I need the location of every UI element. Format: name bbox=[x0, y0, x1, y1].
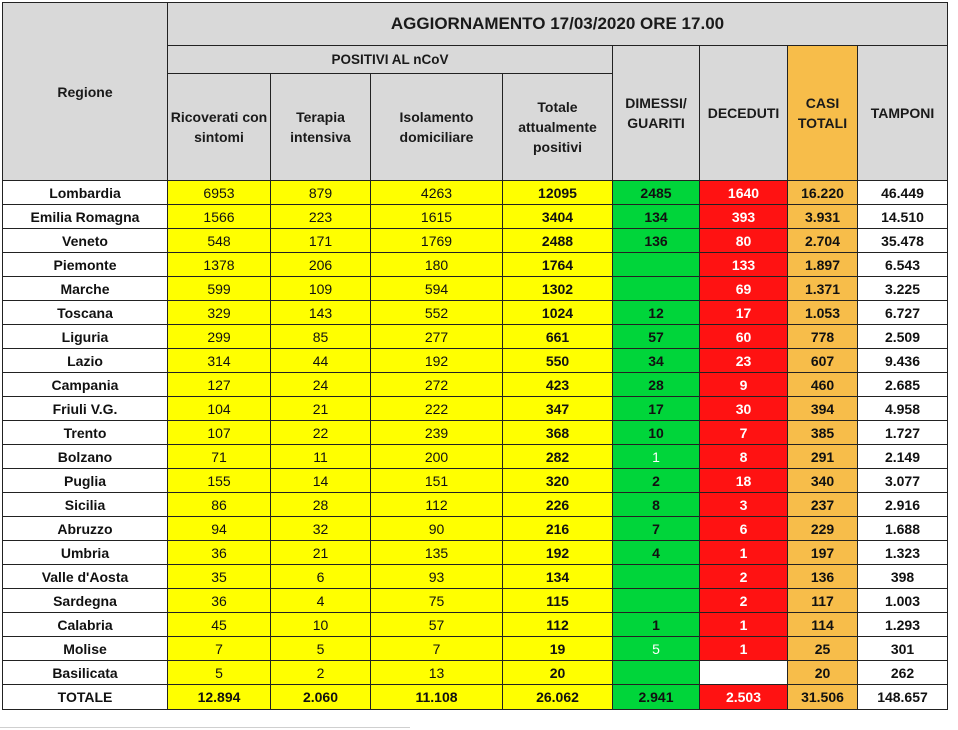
cell-dimessi bbox=[613, 565, 700, 589]
cell-dimessi bbox=[613, 589, 700, 613]
header-terapia: Terapia intensiva bbox=[271, 74, 371, 181]
cell-casi: 117 bbox=[788, 589, 858, 613]
cell-tamponi: 2.685 bbox=[858, 373, 948, 397]
table-row bbox=[3, 589, 948, 613]
cell-isolamento: 93 bbox=[371, 565, 503, 589]
cell-casi: 229 bbox=[788, 517, 858, 541]
cell-regione: Piemonte bbox=[3, 253, 168, 277]
cell-dimessi: 28 bbox=[613, 373, 700, 397]
header-deceduti: DECEDUTI bbox=[700, 46, 788, 181]
table-row bbox=[3, 661, 948, 685]
cell-regione: Friuli V.G. bbox=[3, 397, 168, 421]
cell-tamponi: 2.916 bbox=[858, 493, 948, 517]
cell-totale: 423 bbox=[503, 373, 613, 397]
total-row bbox=[3, 685, 948, 710]
cell-totale: 3404 bbox=[503, 205, 613, 229]
cell-casi: 3.931 bbox=[788, 205, 858, 229]
cell-deceduti: 23 bbox=[700, 349, 788, 373]
cell-tamponi: 1.323 bbox=[858, 541, 948, 565]
cell-regione: Veneto bbox=[3, 229, 168, 253]
header-dimessi: DIMESSI/ GUARITI bbox=[613, 46, 700, 181]
cell-totale: 1764 bbox=[503, 253, 613, 277]
cell-tamponi: 6.543 bbox=[858, 253, 948, 277]
cell-dimessi: 2485 bbox=[613, 181, 700, 205]
cell-ricoverati: 1378 bbox=[168, 253, 271, 277]
total-dimessi: 2.941 bbox=[613, 685, 700, 710]
cell-terapia: 14 bbox=[271, 469, 371, 493]
cell-terapia: 21 bbox=[271, 397, 371, 421]
cell-totale: 19 bbox=[503, 637, 613, 661]
cell-isolamento: 277 bbox=[371, 325, 503, 349]
cell-terapia: 171 bbox=[271, 229, 371, 253]
cell-terapia: 28 bbox=[271, 493, 371, 517]
cell-casi: 197 bbox=[788, 541, 858, 565]
cell-terapia: 6 bbox=[271, 565, 371, 589]
cell-tamponi: 46.449 bbox=[858, 181, 948, 205]
cell-ricoverati: 314 bbox=[168, 349, 271, 373]
cell-tamponi: 3.225 bbox=[858, 277, 948, 301]
cell-deceduti: 2 bbox=[700, 589, 788, 613]
cell-totale: 368 bbox=[503, 421, 613, 445]
cell-deceduti: 1 bbox=[700, 541, 788, 565]
table-row bbox=[3, 517, 948, 541]
cell-deceduti: 1640 bbox=[700, 181, 788, 205]
cell-casi: 20 bbox=[788, 661, 858, 685]
cell-regione: Liguria bbox=[3, 325, 168, 349]
cell-isolamento: 90 bbox=[371, 517, 503, 541]
cell-deceduti: 3 bbox=[700, 493, 788, 517]
cell-casi: 607 bbox=[788, 349, 858, 373]
cell-deceduti: 133 bbox=[700, 253, 788, 277]
cell-terapia: 24 bbox=[271, 373, 371, 397]
cell-regione: Marche bbox=[3, 277, 168, 301]
cell-isolamento: 57 bbox=[371, 613, 503, 637]
table-row bbox=[3, 493, 948, 517]
cell-deceduti: 69 bbox=[700, 277, 788, 301]
cell-casi: 340 bbox=[788, 469, 858, 493]
cell-totale: 12095 bbox=[503, 181, 613, 205]
divider bbox=[0, 727, 410, 728]
cell-dimessi: 17 bbox=[613, 397, 700, 421]
total-deceduti: 2.503 bbox=[700, 685, 788, 710]
cell-ricoverati: 86 bbox=[168, 493, 271, 517]
cell-deceduti: 2 bbox=[700, 565, 788, 589]
total-totale: 26.062 bbox=[503, 685, 613, 710]
cell-deceduti: 17 bbox=[700, 301, 788, 325]
cell-regione: Bolzano bbox=[3, 445, 168, 469]
cell-isolamento: 75 bbox=[371, 589, 503, 613]
cell-tamponi: 1.688 bbox=[858, 517, 948, 541]
cell-casi: 2.704 bbox=[788, 229, 858, 253]
cell-isolamento: 222 bbox=[371, 397, 503, 421]
cell-regione: Sardegna bbox=[3, 589, 168, 613]
cell-regione: Valle d'Aosta bbox=[3, 565, 168, 589]
cell-deceduti: 1 bbox=[700, 613, 788, 637]
cell-casi: 136 bbox=[788, 565, 858, 589]
cell-regione: Campania bbox=[3, 373, 168, 397]
cell-totale: 192 bbox=[503, 541, 613, 565]
cell-terapia: 2 bbox=[271, 661, 371, 685]
cell-casi: 237 bbox=[788, 493, 858, 517]
cell-isolamento: 112 bbox=[371, 493, 503, 517]
cell-casi: 291 bbox=[788, 445, 858, 469]
cell-ricoverati: 548 bbox=[168, 229, 271, 253]
cell-terapia: 21 bbox=[271, 541, 371, 565]
cell-ricoverati: 36 bbox=[168, 541, 271, 565]
cell-deceduti: 80 bbox=[700, 229, 788, 253]
cell-regione: Basilicata bbox=[3, 661, 168, 685]
cell-casi: 385 bbox=[788, 421, 858, 445]
header-ricoverati: Ricoverati con sintomi bbox=[168, 74, 271, 181]
cell-ricoverati: 599 bbox=[168, 277, 271, 301]
table-row bbox=[3, 301, 948, 325]
total-casi: 31.506 bbox=[788, 685, 858, 710]
cell-regione: Sicilia bbox=[3, 493, 168, 517]
cell-ricoverati: 45 bbox=[168, 613, 271, 637]
cell-ricoverati: 299 bbox=[168, 325, 271, 349]
cell-ricoverati: 6953 bbox=[168, 181, 271, 205]
cell-tamponi: 9.436 bbox=[858, 349, 948, 373]
cell-ricoverati: 127 bbox=[168, 373, 271, 397]
cell-deceduti: 6 bbox=[700, 517, 788, 541]
cell-isolamento: 594 bbox=[371, 277, 503, 301]
cell-tamponi: 2.509 bbox=[858, 325, 948, 349]
cell-casi: 460 bbox=[788, 373, 858, 397]
cell-isolamento: 135 bbox=[371, 541, 503, 565]
table-row bbox=[3, 181, 948, 205]
cell-dimessi: 136 bbox=[613, 229, 700, 253]
table-row bbox=[3, 637, 948, 661]
cell-ricoverati: 35 bbox=[168, 565, 271, 589]
cell-regione: Lombardia bbox=[3, 181, 168, 205]
cell-dimessi: 12 bbox=[613, 301, 700, 325]
cell-terapia: 223 bbox=[271, 205, 371, 229]
cell-dimessi bbox=[613, 661, 700, 685]
cell-tamponi: 1.727 bbox=[858, 421, 948, 445]
cell-ricoverati: 1566 bbox=[168, 205, 271, 229]
cell-totale: 226 bbox=[503, 493, 613, 517]
cell-isolamento: 180 bbox=[371, 253, 503, 277]
table-row bbox=[3, 469, 948, 493]
table-row bbox=[3, 325, 948, 349]
cell-casi: 778 bbox=[788, 325, 858, 349]
cell-deceduti: 7 bbox=[700, 421, 788, 445]
cell-totale: 661 bbox=[503, 325, 613, 349]
cell-regione: Puglia bbox=[3, 469, 168, 493]
cell-totale: 112 bbox=[503, 613, 613, 637]
cell-tamponi: 2.149 bbox=[858, 445, 948, 469]
cell-totale: 1024 bbox=[503, 301, 613, 325]
cell-tamponi: 301 bbox=[858, 637, 948, 661]
cell-casi: 394 bbox=[788, 397, 858, 421]
cell-deceduti: 8 bbox=[700, 445, 788, 469]
table-row bbox=[3, 397, 948, 421]
cell-tamponi: 398 bbox=[858, 565, 948, 589]
table-row bbox=[3, 229, 948, 253]
table-row bbox=[3, 541, 948, 565]
cell-ricoverati: 155 bbox=[168, 469, 271, 493]
cell-dimessi: 134 bbox=[613, 205, 700, 229]
cell-terapia: 5 bbox=[271, 637, 371, 661]
cell-regione: Calabria bbox=[3, 613, 168, 637]
cell-casi: 1.897 bbox=[788, 253, 858, 277]
table-title: AGGIORNAMENTO 17/03/2020 ORE 17.00 bbox=[168, 3, 948, 46]
cell-isolamento: 239 bbox=[371, 421, 503, 445]
cell-totale: 2488 bbox=[503, 229, 613, 253]
cell-casi: 1.053 bbox=[788, 301, 858, 325]
cell-casi: 1.371 bbox=[788, 277, 858, 301]
cell-casi: 25 bbox=[788, 637, 858, 661]
table-row bbox=[3, 373, 948, 397]
header-positivi-group: POSITIVI AL nCoV bbox=[168, 46, 613, 74]
cell-isolamento: 192 bbox=[371, 349, 503, 373]
cell-deceduti: 18 bbox=[700, 469, 788, 493]
cell-dimessi bbox=[613, 253, 700, 277]
cell-dimessi: 34 bbox=[613, 349, 700, 373]
cell-tamponi: 14.510 bbox=[858, 205, 948, 229]
total-label: TOTALE bbox=[3, 685, 168, 710]
cell-deceduti: 393 bbox=[700, 205, 788, 229]
cell-isolamento: 13 bbox=[371, 661, 503, 685]
table-row bbox=[3, 445, 948, 469]
cell-terapia: 879 bbox=[271, 181, 371, 205]
header-isolamento: Isolamento domiciliare bbox=[371, 74, 503, 181]
cell-isolamento: 200 bbox=[371, 445, 503, 469]
cell-isolamento: 151 bbox=[371, 469, 503, 493]
cell-dimessi: 2 bbox=[613, 469, 700, 493]
cell-ricoverati: 7 bbox=[168, 637, 271, 661]
cell-isolamento: 7 bbox=[371, 637, 503, 661]
cell-isolamento: 1615 bbox=[371, 205, 503, 229]
cell-deceduti: 60 bbox=[700, 325, 788, 349]
cell-ricoverati: 107 bbox=[168, 421, 271, 445]
cell-dimessi: 1 bbox=[613, 445, 700, 469]
cell-terapia: 143 bbox=[271, 301, 371, 325]
cell-tamponi: 1.293 bbox=[858, 613, 948, 637]
cell-isolamento: 4263 bbox=[371, 181, 503, 205]
header-regione: Regione bbox=[3, 3, 168, 181]
table-row bbox=[3, 277, 948, 301]
cell-regione: Lazio bbox=[3, 349, 168, 373]
cell-totale: 115 bbox=[503, 589, 613, 613]
cell-totale: 320 bbox=[503, 469, 613, 493]
cell-isolamento: 272 bbox=[371, 373, 503, 397]
cell-totale: 216 bbox=[503, 517, 613, 541]
cell-terapia: 11 bbox=[271, 445, 371, 469]
total-ricoverati: 12.894 bbox=[168, 685, 271, 710]
cell-dimessi: 8 bbox=[613, 493, 700, 517]
cell-totale: 550 bbox=[503, 349, 613, 373]
header-totale-attualmente: Totale attualmente positivi bbox=[503, 74, 613, 181]
cell-regione: Trento bbox=[3, 421, 168, 445]
cell-terapia: 32 bbox=[271, 517, 371, 541]
cell-totale: 20 bbox=[503, 661, 613, 685]
table-row bbox=[3, 565, 948, 589]
cell-dimessi bbox=[613, 277, 700, 301]
cell-terapia: 85 bbox=[271, 325, 371, 349]
cell-totale: 1302 bbox=[503, 277, 613, 301]
cell-regione: Emilia Romagna bbox=[3, 205, 168, 229]
cell-dimessi: 5 bbox=[613, 637, 700, 661]
cell-totale: 347 bbox=[503, 397, 613, 421]
cell-dimessi: 7 bbox=[613, 517, 700, 541]
table-row bbox=[3, 349, 948, 373]
cell-tamponi: 6.727 bbox=[858, 301, 948, 325]
cell-dimessi: 57 bbox=[613, 325, 700, 349]
cell-terapia: 10 bbox=[271, 613, 371, 637]
cell-isolamento: 1769 bbox=[371, 229, 503, 253]
cell-isolamento: 552 bbox=[371, 301, 503, 325]
cell-tamponi: 1.003 bbox=[858, 589, 948, 613]
cell-ricoverati: 5 bbox=[168, 661, 271, 685]
cell-deceduti bbox=[700, 661, 788, 685]
cell-terapia: 4 bbox=[271, 589, 371, 613]
cell-terapia: 44 bbox=[271, 349, 371, 373]
table-row bbox=[3, 253, 948, 277]
header-tamponi: TAMPONI bbox=[858, 46, 948, 181]
cell-regione: Toscana bbox=[3, 301, 168, 325]
table-row bbox=[3, 421, 948, 445]
cell-ricoverati: 71 bbox=[168, 445, 271, 469]
cell-terapia: 22 bbox=[271, 421, 371, 445]
total-tamponi: 148.657 bbox=[858, 685, 948, 710]
cell-ricoverati: 36 bbox=[168, 589, 271, 613]
cell-ricoverati: 329 bbox=[168, 301, 271, 325]
cell-regione: Umbria bbox=[3, 541, 168, 565]
cell-deceduti: 1 bbox=[700, 637, 788, 661]
cell-regione: Molise bbox=[3, 637, 168, 661]
cell-ricoverati: 104 bbox=[168, 397, 271, 421]
cell-ricoverati: 94 bbox=[168, 517, 271, 541]
cell-deceduti: 9 bbox=[700, 373, 788, 397]
total-isolamento: 11.108 bbox=[371, 685, 503, 710]
table-row bbox=[3, 205, 948, 229]
cell-terapia: 109 bbox=[271, 277, 371, 301]
covid-data-table bbox=[2, 2, 948, 710]
cell-regione: Abruzzo bbox=[3, 517, 168, 541]
cell-tamponi: 262 bbox=[858, 661, 948, 685]
cell-dimessi: 1 bbox=[613, 613, 700, 637]
cell-totale: 134 bbox=[503, 565, 613, 589]
total-terapia: 2.060 bbox=[271, 685, 371, 710]
header-casi-totali: CASI TOTALI bbox=[788, 46, 858, 181]
cell-casi: 16.220 bbox=[788, 181, 858, 205]
cell-dimessi: 10 bbox=[613, 421, 700, 445]
table-row bbox=[3, 613, 948, 637]
cell-tamponi: 35.478 bbox=[858, 229, 948, 253]
cell-tamponi: 3.077 bbox=[858, 469, 948, 493]
cell-dimessi: 4 bbox=[613, 541, 700, 565]
cell-casi: 114 bbox=[788, 613, 858, 637]
cell-deceduti: 30 bbox=[700, 397, 788, 421]
cell-tamponi: 4.958 bbox=[858, 397, 948, 421]
table-body bbox=[3, 181, 948, 685]
cell-terapia: 206 bbox=[271, 253, 371, 277]
cell-totale: 282 bbox=[503, 445, 613, 469]
